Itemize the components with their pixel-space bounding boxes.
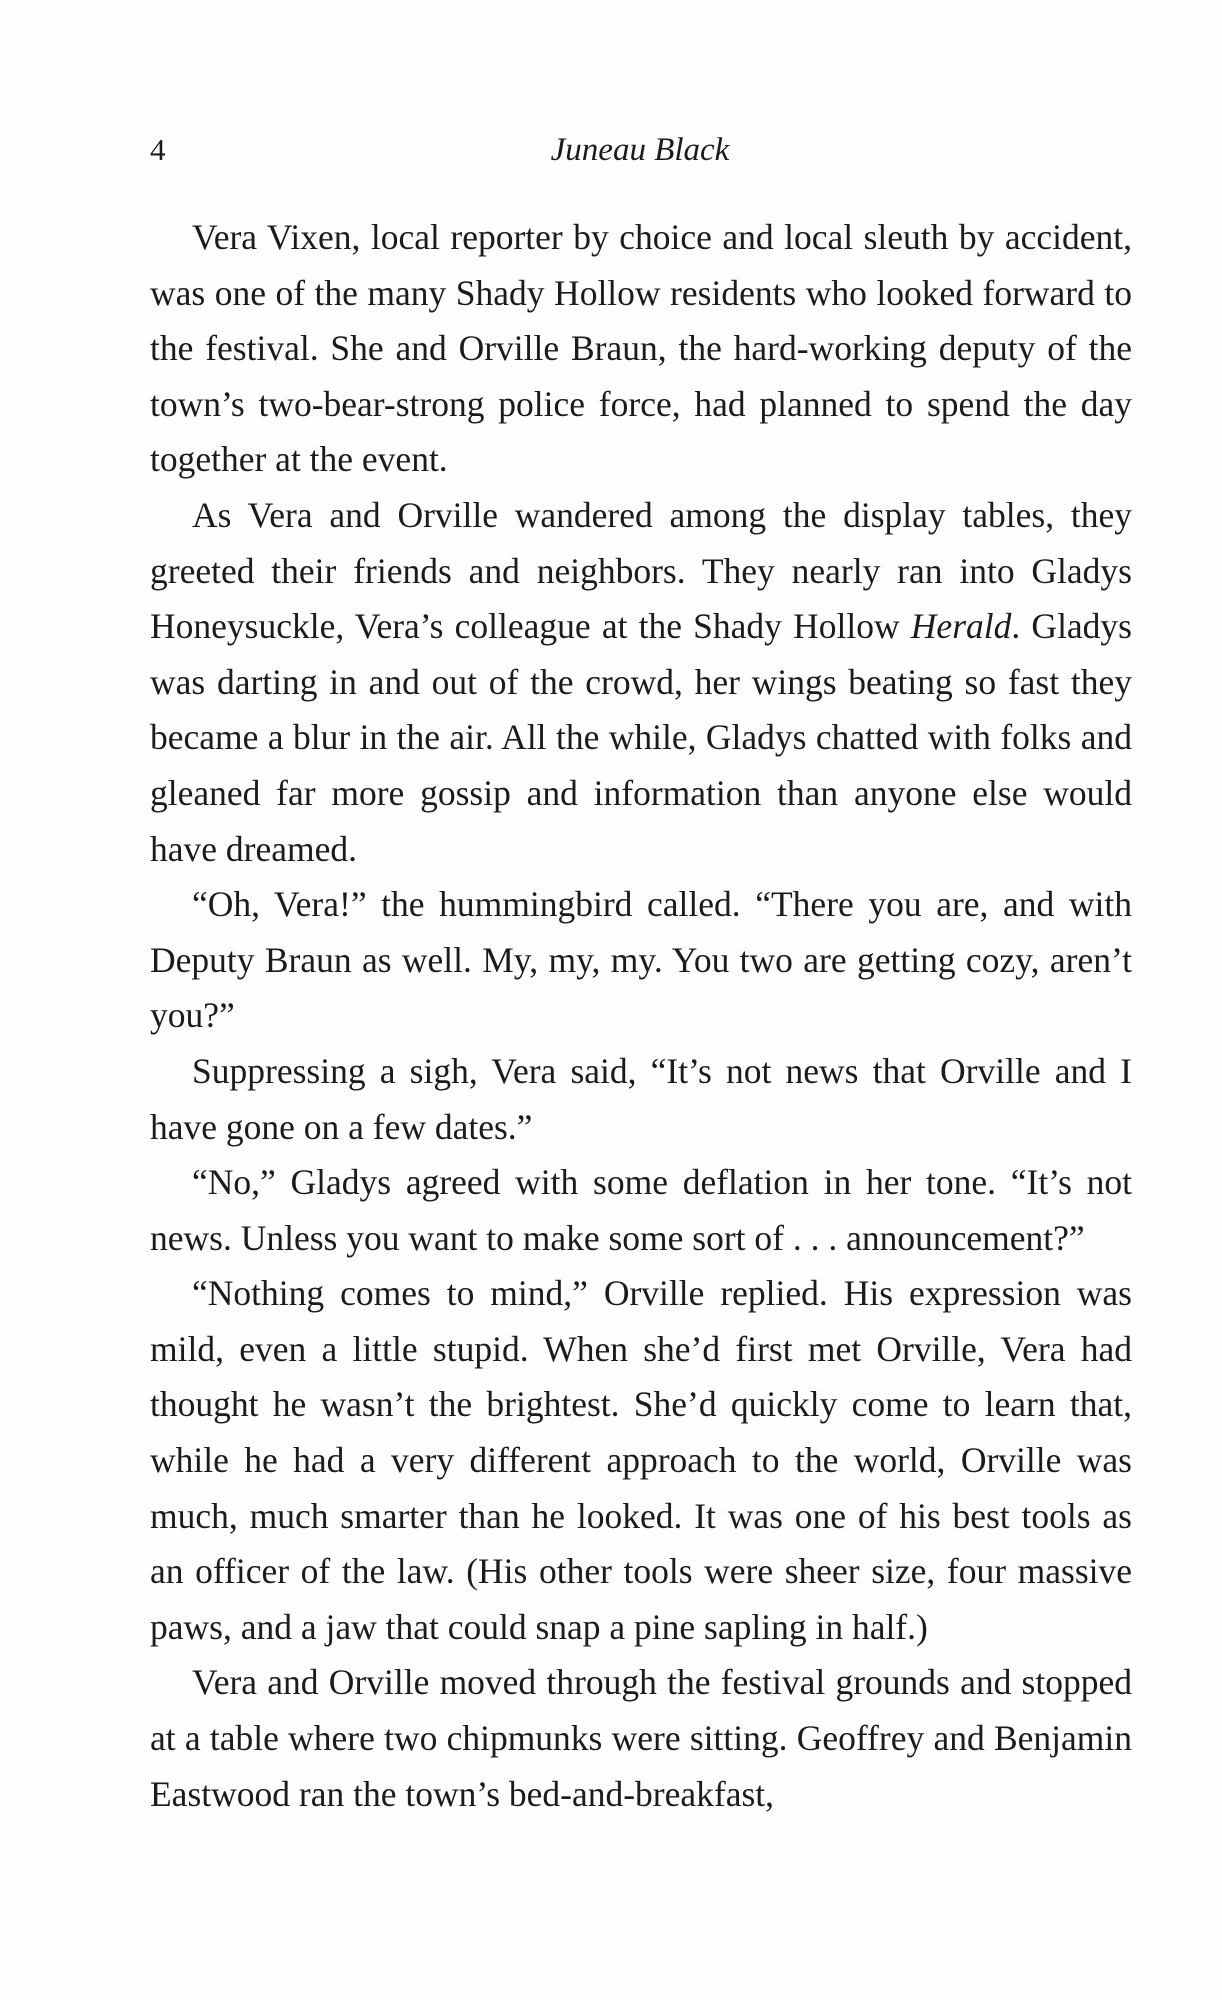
paragraph: Vera Vixen, local reporter by choice and local sleuth by accident, was one of the many Shady Hollow residents who looked forward to the festival. She and Orville Braun, the hard-working deputy of the town’s two-bear-strong police force, had planned to spend the day together at the event.	[150, 217, 1132, 480]
running-title: Juneau Black	[550, 132, 730, 168]
paragraph: “No,” Gladys agreed with some deflation in her tone. “It’s not news. Unless you want to make some sort of . . . announcement?”	[150, 1162, 1132, 1258]
body-text	[150, 210, 1132, 1822]
paragraph-text: . Gladys was darting in and out of the crowd, her wings beating so fast they became a blur in the air. All the while, Gladys chatted with folks and gleaned far more gossip and information than anyone else would have dreamed.	[150, 606, 1133, 869]
running-head	[150, 128, 1130, 172]
paragraph: “Nothing comes to mind,” Orville replied. His expression was mild, even a little stupid. When she’d first met Orville, Vera had thought he wasn’t the brightest. She’d quickly come to learn that, while he had a very different approach to the world, Orville was much, much smarter than he looked. It was one of his best tools as an officer of the law. (His other tools were sheer size, four massive paws, and a jaw that could snap a pine sapling in half.)	[150, 1273, 1132, 1647]
paragraph	[150, 488, 1132, 877]
page-number: 4	[150, 132, 166, 167]
newspaper-title: Herald	[910, 606, 1012, 647]
paragraph-text: As Vera and Orville wandered among the display tables, they greeted their friends and neighbors. They nearly ran into Gladys Honeysuckle, Vera’s colleague at the Shady Hollow	[150, 494, 1132, 647]
paragraph: “Oh, Vera!” the hummingbird called. “There you are, and with Deputy Braun as well. My, my, my. You two are getting cozy, aren’t you?”	[150, 884, 1132, 1036]
paragraph: Vera and Orville moved through the festival grounds and stopped at a table where two chipmunks were sitting. Geoffrey and Benjamin Eastwood ran the town’s bed-and-breakfast,	[150, 1662, 1132, 1814]
paragraph: Suppressing a sigh, Vera said, “It’s not news that Orville and I have gone on a few dates.”	[150, 1050, 1132, 1147]
